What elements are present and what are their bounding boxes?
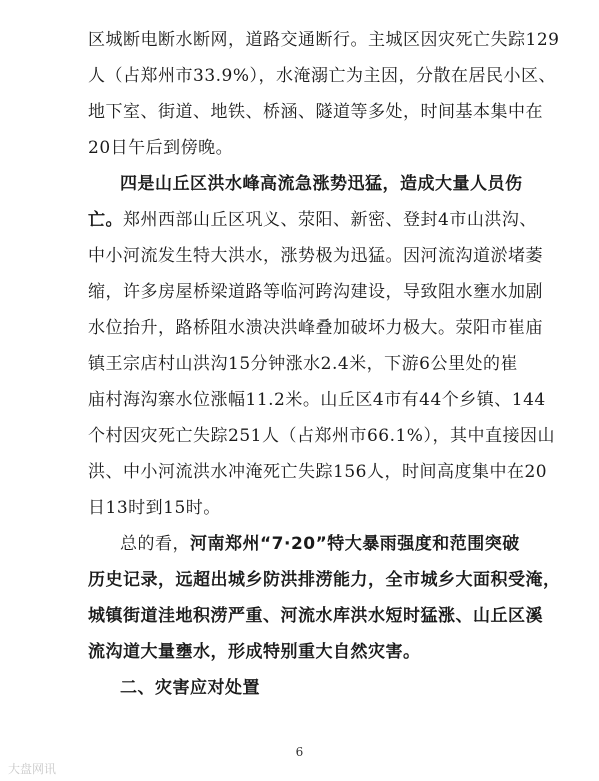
summary-bold-line: 历史记录，远超出城乡防洪排涝能力，全市城乡大面积受淹， [88, 570, 561, 590]
text-line: 中小河流发生特大洪水，涨势极为迅猛。因河流沟道淤堵萎 [88, 246, 543, 266]
text-line: 庙村海沟寨水位涨幅11.2米。山丘区4市有44个乡镇、144 [88, 390, 546, 410]
summary-bold-line: 流沟道大量壅水，形成特别重大自然灾害。 [88, 642, 421, 662]
paragraph-lead-continued: 亡。 [88, 210, 123, 230]
section-heading: 二、灾害应对处置 [120, 678, 260, 698]
text-line [120, 532, 520, 556]
text-line: 日13时到15时。 [88, 498, 221, 518]
text-span: 总的看， [120, 534, 190, 554]
text-line: 区城断电断水断网，道路交通断行。主城区因灾死亡失踪129 [88, 30, 560, 50]
page-number: 6 [295, 745, 304, 759]
text-line: 地下室、街道、地铁、桥涵、隧道等多处，时间基本集中在 [88, 102, 543, 122]
paragraph-lead: 四是山丘区洪水峰高流急涨势迅猛，造成大量人员伤 [120, 174, 523, 194]
summary-bold: 河南郑州“7·20”特大暴雨强度和范围突破 [190, 534, 520, 554]
text-line: 个村因灾死亡失踪251人（占郑州市66.1%），其中直接因山 [88, 426, 555, 446]
text-line: 水位抬升，路桥阻水溃决洪峰叠加破坏力极大。荥阳市崔庙 [88, 318, 543, 338]
text-line: 洪、中小河流洪水冲淹死亡失踪156人，时间高度集中在20 [88, 462, 548, 482]
summary-bold-line: 城镇街道洼地积涝严重、河流水库洪水短时猛涨、山丘区溪 [88, 606, 543, 626]
text-line: 人（占郑州市33.9%），水淹溺亡为主因，分散在居民小区、 [88, 66, 557, 86]
text-line: 缩，许多房屋桥梁道路等临河跨沟建设，导致阻水壅水加剧 [88, 282, 543, 302]
text-line [88, 208, 537, 232]
text-line: 20日午后到傍晚。 [88, 138, 234, 158]
text-span: 郑州西部山丘区巩义、荥阳、新密、登封4市山洪沟、 [123, 210, 537, 230]
text-line: 镇王宗店村山洪沟15分钟涨水2.4米，下游6公里处的崔 [88, 354, 518, 374]
watermark: 大盘网讯 [8, 762, 57, 776]
